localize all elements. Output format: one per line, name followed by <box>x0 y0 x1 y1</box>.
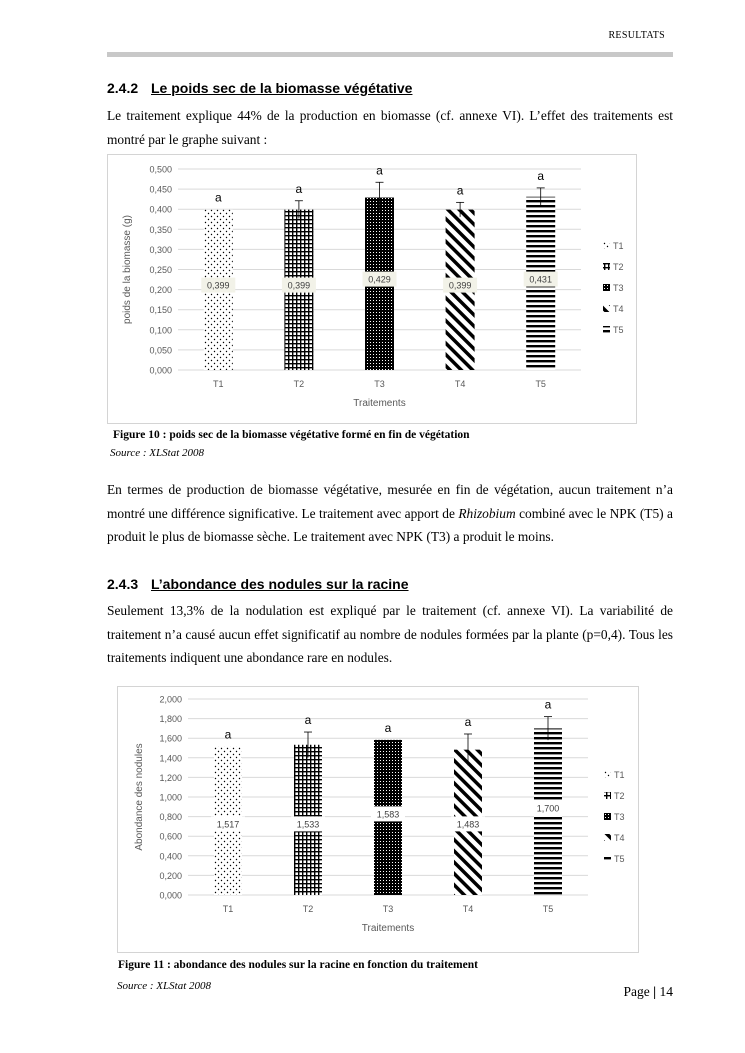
x-tick-label: T1 <box>213 379 224 389</box>
data-label-t1: 1,517 <box>216 819 240 830</box>
x-tick-label: T5 <box>535 379 546 389</box>
significance-letter: a <box>384 720 392 735</box>
legend-label: T4 <box>614 833 625 843</box>
section-heading-2-4-3 <box>107 576 409 592</box>
page-label: Page <box>623 984 650 999</box>
significance-letter: a <box>304 713 312 728</box>
x-tick-label: T1 <box>222 904 234 914</box>
legend-swatch-t5 <box>604 855 611 862</box>
y-tick-label: 1,200 <box>159 772 182 783</box>
x-tick-label: T3 <box>374 379 385 389</box>
y-tick-label: 0,200 <box>149 285 172 296</box>
legend-label: T2 <box>614 791 625 801</box>
y-tick-label: 0,200 <box>159 870 182 881</box>
y-tick-label: 0,450 <box>149 184 172 195</box>
legend-label: T2 <box>613 262 624 272</box>
y-tick-label: 0,150 <box>149 305 172 316</box>
legend-swatch-t4 <box>603 305 610 312</box>
x-tick-label: T3 <box>382 904 394 914</box>
legend-label: T3 <box>614 812 625 822</box>
legend-swatch-t3 <box>603 284 610 291</box>
significance-letter: a <box>295 181 303 196</box>
data-label-t5: 0,431 <box>529 274 552 285</box>
legend-label: T3 <box>613 283 624 293</box>
legend-swatch-t3 <box>604 813 611 820</box>
y-tick-label: 0,400 <box>149 204 172 215</box>
significance-letter: a <box>456 183 464 198</box>
y-tick-label: 0,000 <box>149 365 172 376</box>
y-tick-label: 1,000 <box>159 792 182 803</box>
y-tick-label: 0,250 <box>149 265 172 275</box>
x-axis-label: Traitements <box>353 398 406 409</box>
figure-10-chart <box>107 154 637 424</box>
legend-label: T5 <box>613 325 624 335</box>
legend-swatch-t1 <box>604 771 611 778</box>
section-2-4-2-paragraph: Le traitement explique 44% de la production en biomasse (cf. annexe VI). L’effet des traitements est montré par le graphe suivant : <box>107 108 673 147</box>
y-tick-label: 0,000 <box>159 890 182 901</box>
y-tick-label: 0,350 <box>149 224 172 235</box>
results-paragraph <box>107 478 673 549</box>
y-tick-label: 0,800 <box>159 812 182 823</box>
section-title: L’abondance des nodules sur la racine <box>151 576 409 592</box>
significance-letter: a <box>376 163 383 178</box>
page-separator: | <box>653 984 657 999</box>
legend-label: T5 <box>614 854 625 864</box>
legend-swatch-t1 <box>603 242 610 249</box>
figure-11-caption: Figure 11 : abondance des nodules sur la racine en fonction du traitement <box>118 959 478 971</box>
nodules-chart-svg <box>118 687 638 952</box>
y-tick-label: 0,500 <box>149 164 172 175</box>
y-tick-label: 0,300 <box>149 244 172 255</box>
x-tick-label: T4 <box>462 904 474 914</box>
y-tick-label: 0,400 <box>159 851 182 862</box>
section-number: 2.4.3 <box>107 576 139 592</box>
section-2-4-3-paragraph: Seulement 13,3% de la nodulation est expliqué par le traitement (cf. annexe VI). La variabilité de traitement n’a causé aucun effet significatif au nombre de nodules formées par la plante (p=0,4). Tous les traitements indiquent une abondance rare en nodules. <box>107 603 673 665</box>
y-tick-label: 0,100 <box>149 325 172 336</box>
x-tick-label: T2 <box>302 904 314 914</box>
figure-10-source: Source : XLStat 2008 <box>110 447 204 459</box>
data-label-t4: 1,483 <box>456 819 480 830</box>
x-tick-label: T5 <box>542 904 554 914</box>
legend-swatch-t5 <box>603 326 610 333</box>
significance-letter: a <box>224 727 232 742</box>
data-label-t4: 0,399 <box>448 280 472 291</box>
y-tick-label: 0,600 <box>159 831 182 842</box>
paragraph-text-after: combiné avec le NPK (T5) a produit le plus de biomasse sèche. Le traitement avec NPK (T3) a produit le moins. <box>107 505 673 544</box>
data-label-t2: 1,533 <box>296 819 320 830</box>
x-axis-label: Traitements <box>361 923 415 934</box>
data-label-t3: 0,429 <box>368 274 391 285</box>
section-heading-2-4-2 <box>107 80 412 96</box>
legend-label: T1 <box>614 770 625 780</box>
legend-label: T1 <box>613 241 624 251</box>
data-label-t5: 1,700 <box>536 803 560 814</box>
figure-10-caption: Figure 10 : poids sec de la biomasse végétative formé en fin de végétation <box>113 429 470 441</box>
legend-swatch-t2 <box>604 792 611 799</box>
page-number: 14 <box>659 984 673 999</box>
y-tick-label: 0,050 <box>149 345 172 356</box>
paragraph-text-italic: Rhizobium <box>458 505 516 521</box>
x-tick-label: T2 <box>293 379 305 389</box>
figure-11-chart <box>117 686 639 953</box>
biomass-chart-svg <box>108 155 636 423</box>
data-label-t2: 0,399 <box>287 280 311 291</box>
y-tick-label: 1,800 <box>159 714 182 725</box>
section-title: Le poids sec de la biomasse végétative <box>151 80 413 96</box>
legend-swatch-t4 <box>604 834 611 841</box>
page-footer <box>624 984 673 1000</box>
significance-letter: a <box>214 190 222 205</box>
legend-label: T4 <box>613 304 624 314</box>
data-label-t1: 0,399 <box>207 280 230 291</box>
significance-letter: a <box>464 714 472 729</box>
paragraph-text-before: En termes de production de biomasse végétative, mesurée en fin de végétation, aucun traitement n’a montré une différence significative. Le traitement avec apport de <box>107 482 673 521</box>
header-rule <box>107 52 673 57</box>
y-tick-label: 1,400 <box>159 753 182 764</box>
section-number: 2.4.2 <box>107 80 139 96</box>
x-tick-label: T4 <box>454 379 466 389</box>
running-header: RESULTATS <box>608 30 665 41</box>
data-label-t3: 1,583 <box>376 809 400 820</box>
y-axis-label: poids de la biomasse (g) <box>122 215 133 324</box>
legend-swatch-t2 <box>603 263 610 270</box>
y-tick-label: 2,000 <box>159 694 182 705</box>
significance-letter: a <box>537 168 545 183</box>
y-tick-label: 1,600 <box>159 733 182 744</box>
significance-letter: a <box>544 697 552 712</box>
figure-11-source: Source : XLStat 2008 <box>117 980 211 992</box>
y-axis-label: Abondance des nodules <box>134 743 145 851</box>
